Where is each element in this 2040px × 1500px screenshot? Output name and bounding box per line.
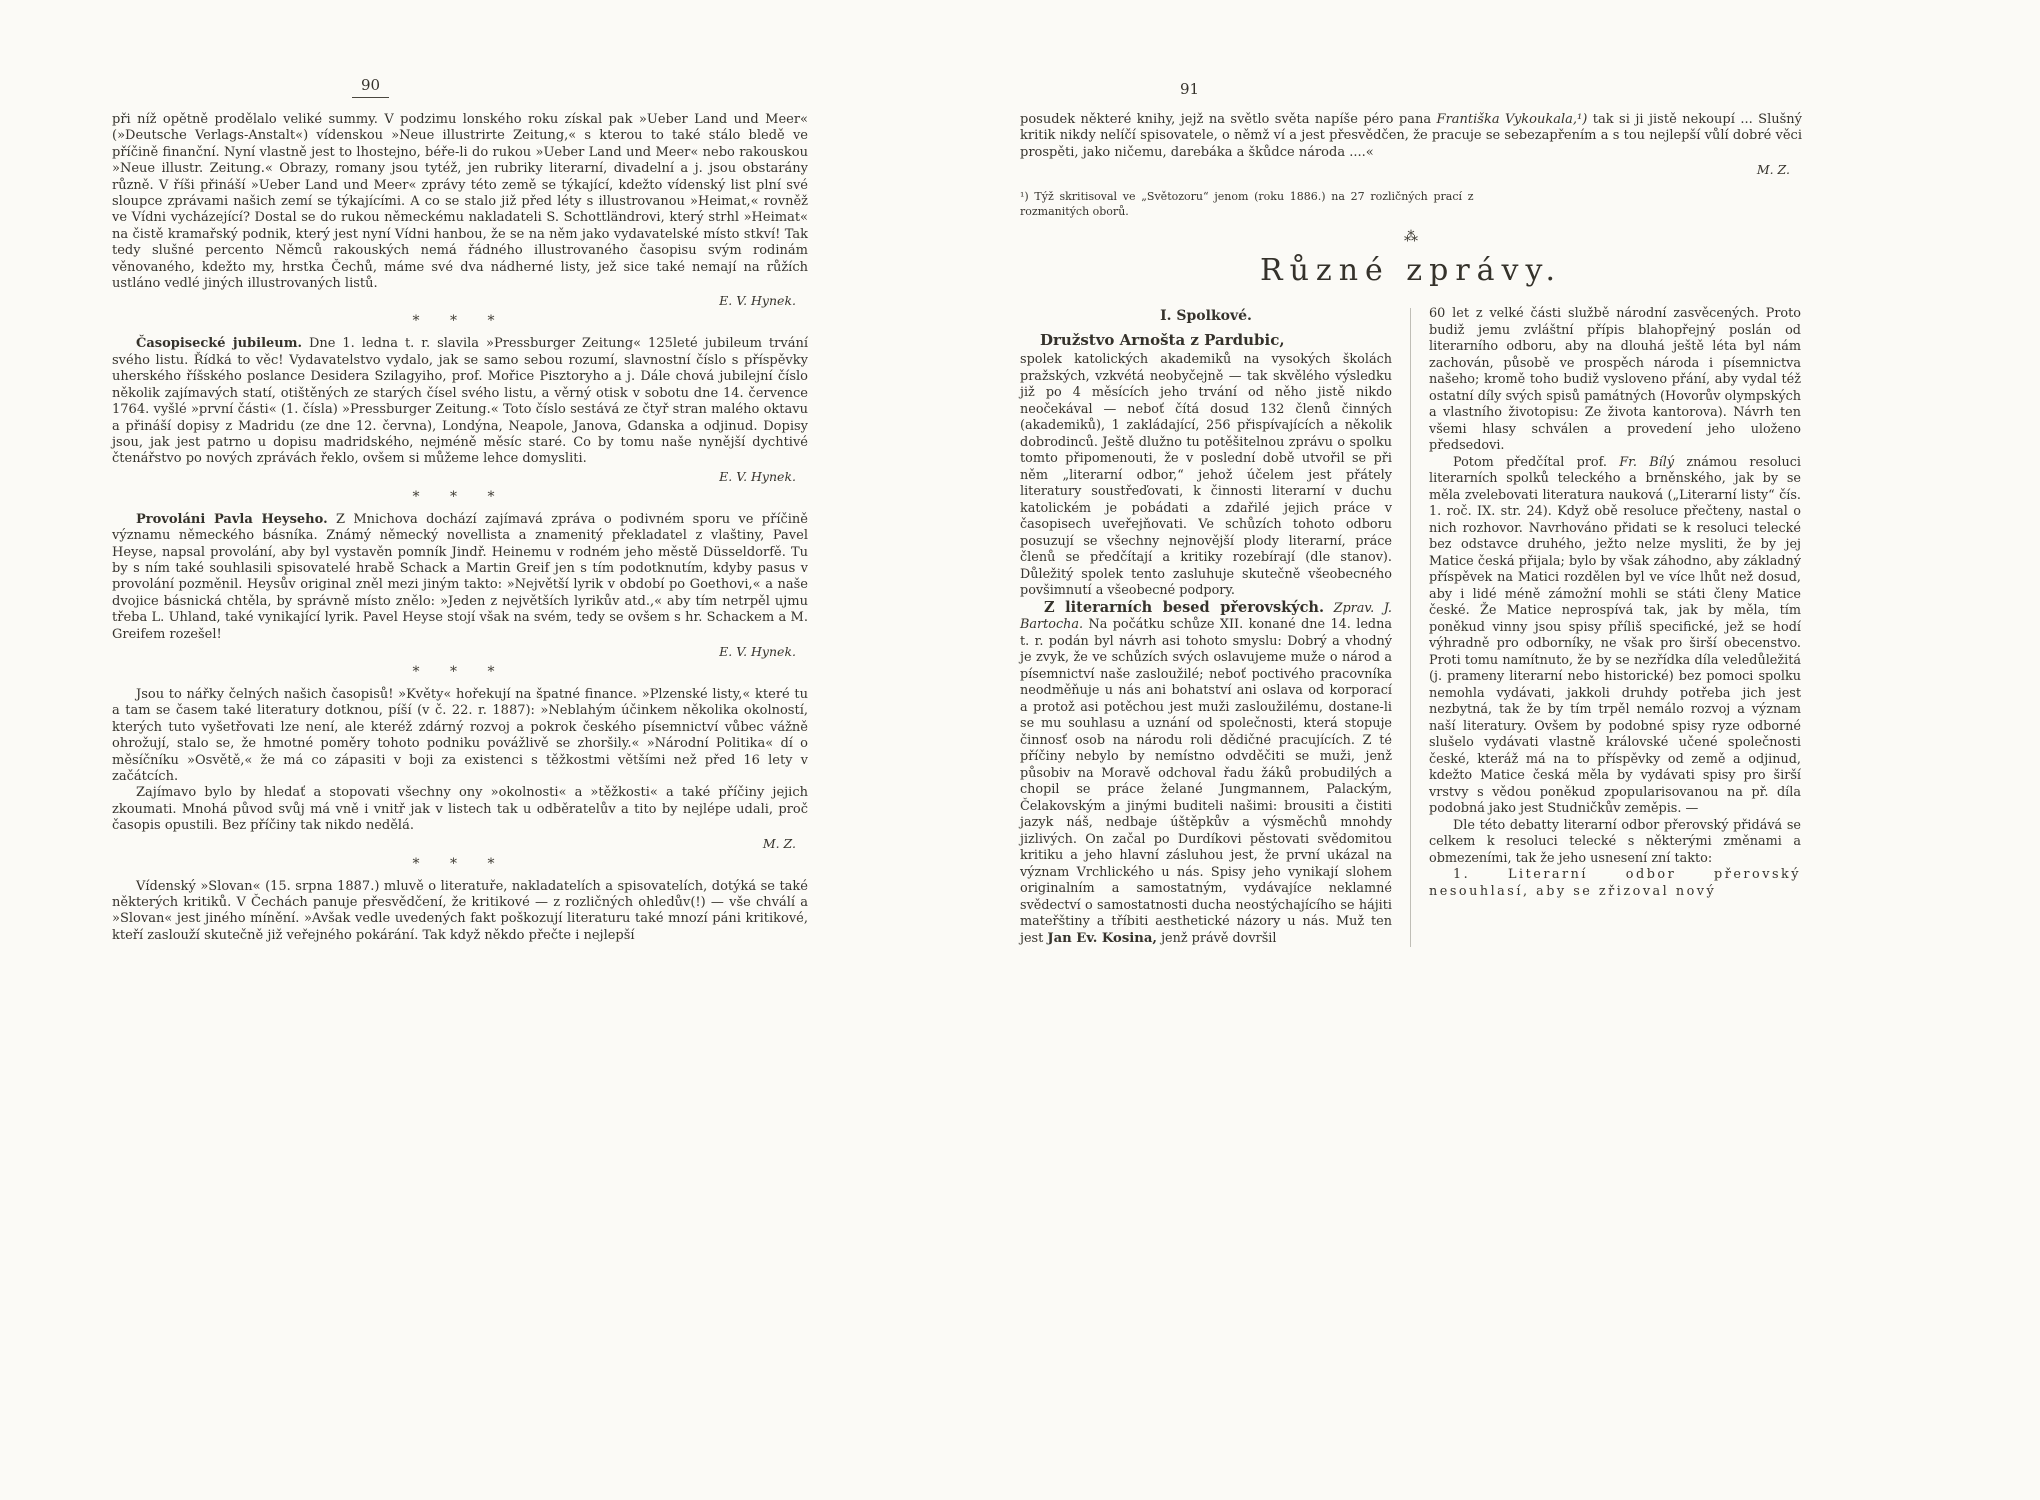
separator-asterisks: * * * — [412, 855, 508, 872]
page-number-left-text: 90 — [352, 76, 389, 98]
column-rule — [1410, 308, 1411, 947]
ornament: ⁂ — [1404, 229, 1418, 246]
article-casopisy-finance: Jsou to nářky čelných našich časopisů! »Květy« hořekují na špatné finance. »Plzenské listy,« které tu a tam se časem také literatury dotknou, píší (v č. 22. r. 1887): »Neblahým účinkem několika okolností, kterých tuto vyšetřovati lze není, ale kteréž zdárný rozvoj a pokrok českého písemnictví vůbec vážně ohrožují, stalo se, že hmotné poměry tohoto podniku povážlivě se zhoršily.« »Národní Politika« dí o měsíčníku »Osvětě,« že má co zápasiti v boji za existenci s těžkostmi většími než před 16 lety v začátcích. — [112, 686, 808, 784]
article-provolani-heyseho — [112, 512, 808, 643]
article-text: spolek katolických akademiků na vysokých školách pražských, vzkvétá neobyčejně — tak skvělého výsledku již po 4 měsících jeho trvání od něho jistě nikdo neočekával — neboť čítá dosud 132 členů činných (akademiků), 1 zakládající, 256 přispívajících a několik dobrodinců. Ještě dlužno tu potěšitelnou zprávu o spolku tomto připomenouti, že v poslední době utvořil se při něm „literarní odbor,“ jehož účelem jest přátely literatury soustřeďovati, k činnosti literarní v duchu katolickém je pobádati a zdařilé jejich práce v časopisech uveřejňovati. Ve schůzích tohoto odboru posuzují se všechny nejnovější plody literarní, práce členů se předčítají a kritiky rozebírají (dle stanov). Důležitý spolek tento zasluhuje skutečně všeobecného povšimnutí a všeobecné podpory. — [1020, 352, 1392, 599]
intro-text-b: tak si ji jistě nekoupí ... Slušný kritik nikdy nelíčí spisovatele, o němž ví a jest přesvědčen, že pracuje se sebezapřením a s tou nejlepší vůlí dobré věci prospěti, jako ničemu, darebáka a škůdce národa ....« — [1020, 112, 1802, 160]
article-vidensky-slovan: Vídenský »Slovan« (15. srpna 1887.) mluvě o literatuře, nakladatelích a spisovatelích, dotýká se také některých kritiků. V Čechách panuje přesvědčení, že kritikové — z rozličných ohledův(!) — vše chválí a »Slovan« jest jiného mínění. »Avšak vedle uvedených fakt poškozují literaturu také mnozí páni kritikové, kteří zaslouží skutečně již veřejného pokárání. Tak když někdo přečte i nejlepší — [112, 878, 808, 943]
article-title: Provoláni Pavla Heyseho. — [136, 511, 328, 527]
column-left — [1020, 306, 1392, 947]
column-paragraph-kosina-jubileum: 60 let z velké části službě národní zasvěcených. Proto budiž jemu zvláštní přípis blahopřejný poslán od literarního odboru, aby na dlouhá ještě léta byl nám zachován, působě ve prospěch národa i písemnictva našeho; kromě toho budiž vysloveno přání, aby vydal též ostatní díly svých spisů památných (Hovorův olympských a vlastního životopisu: Ze života kantorova). Návrh ten všemi hlasy schválen a provedení jeho uloženo předsedovi. — [1429, 306, 1801, 454]
signature: E. V. Hynek. — [719, 643, 796, 659]
signature: M. Z. — [1756, 162, 1790, 178]
article-title: Časopisecké jubileum. — [136, 336, 303, 352]
article-besedy-prerovske — [1020, 600, 1392, 948]
paragraph-text-continued: známou resoluci literarních spolků teleckého a brněnského, jak by se měla zvelebovati literatura nauková („Literarní listy“ čís. 1. roč. IX. str. 24). Když obě resoluce přečteny, nastal o nich rozhovor. Navrhováno přidati se k resoluci telecké bez odstavce druhého, ježto nelze mysliti, že by jej Matice česká přijala; bylo by však záhodno, aby základný příspěvek na Matici rozdělen byl ve více lhůt než dosud, aby i lidé méně zámožní mohli se státi členy Matice české. Že Matice neprospívá tak, jak by měla, tím poněkud vinny jsou spisy příliš specifické, jež se hodí výhradně pro odborníky, ne však pro širší obecenstvo. Proti tomu namítnuto, že by se nezřídka díla veledůležitá (j. prameny literarní nebo historické) bez pomoci spolku nemohla vydávati, jakkoli druhdy potřeba jich jest nezbytná, tak že by tím trpěl nemálo rozvoj a význam naší literatury. Ovšem by podobné spisy ryze odborné slušelo vydávati vlastně královské učené společnosti české, kteráž má na to příspěvky od země a odjinud, kdežto Matice česká měla by vydávati spisy pro širší vrstvy s vědou poněkud zpopularisovanou na př. díla podobná jako jest Studničkův zeměpis. — — [1429, 454, 1801, 817]
intro-text-a: posudek některé knihy, jejž na světlo světa napíše péro pana — [1020, 112, 1432, 127]
page-91 — [1020, 112, 1802, 947]
paragraph-text: Potom předčítal prof. — [1453, 454, 1607, 470]
article-text: Z Mnichova dochází zajímavá zpráva o podivném sporu ve příčině významu německého básníka. Známý německý novellista a znamenitý překladatel z vlaštiny, Pavel Heyse, napsal provolání, aby byl vystavěn pomník Jindř. Heinemu v rodném jeho městě Düsseldorfě. Tu by s ním také souhlasili spisovatelé hrabě Schack a Martin Greif jen s tím podotknutím, kdyby pasus v provolání pozměnil. Heysův original zněl mezi jiným takto: »Největší lyrik v období po Goethovi,« a naše dvojice básnická chtěla, by správně místo znělo: »Jeden z největších lyrikův atd.,« aby tím netrpěl ujmu třeba L. Uhland, také vynikající lyrik. Pavel Heyse stojí však na svém, tedy se ovšem s hr. Schackem a M. Greifem rozešel! — [112, 511, 808, 642]
separator-asterisks: * * * — [412, 313, 508, 330]
article-casopisecke-jubileum — [112, 336, 808, 467]
article-druzstvo-arnosta — [1020, 331, 1392, 600]
article-casopisy-finance-pokracovani: Zajímavo bylo by hledať a stopovati všechny ony »okolnosti« a »těžkosti« a také příčiny jejich zkoumati. Mnohá původ svůj má vně i vnitř jak v listech tak u odběratelův a tito by nejlépe udali, proč časopis opustili. Bez příčiny tak nikdo nedělá. — [112, 785, 808, 834]
column-paragraph-resoluce — [1429, 455, 1801, 818]
article-title: Družstvo Arnošta z Pardubic, — [1040, 331, 1285, 350]
two-column-layout — [1020, 306, 1802, 947]
article-ueber-land-und-meer: při níž opětně prodělalo veliké summy. V podzimu lonského roku získal pak »Ueber Land und Meer« (»Deutsche Verlags-Anstalt«) vídenskou »Neue illustrirte Zeitung,« s kterou to také stálo bledě ve příčině finanční. Nyní vlastně jest to lhostejno, béře-li do rukou »Ueber Land und Meer« nebo rakouskou »Neue illustr. Zeitung.« Obrazy, romany jsou tytéž, jen rubriky literarní, divadelní a j. jsou obstarány různě. V říši přináší »Ueber Land und Meer« zprávy této země se týkající, kdežto vídenský list plní své sloupce zprávami našich zemí se týkajícími. A co se stalo již před léty s illustrovanou »Heimat,« rovněž ve Vídni vycházející? Dostal se do rukou německému nakladateli S. Schottländrovi, který strhl »Heimat« na čistě kramařský podnik, který jest nyní Vídni hanbou, že se na něm jako vydavatelské místo stkví! Tak tedy slušné percento Němců rakouských nemá řádného illustrovaného časopisu svým rodinám věnovaného, kdežto my, hrstka Čechů, máme své dva nádherné listy, jež sice také nemají na růžích ustláno vedlé jiných illustrovaných listů. — [112, 112, 808, 292]
reporter-credit: Zprav. J. Bartocha. — [1020, 600, 1392, 633]
column-paragraph-usneseni: 1. Literarní odbor přerovský nesouhlasí, aby se zřizoval nový — [1429, 867, 1801, 899]
article-text: Dne 1. ledna t. r. slavila »Pressburger Zeitung« 125leté jubileum trvání svého listu. Řídká to věc! Vydavatelstvo vydalo, jak se samo sebou rozumí, slavnostní číslo s příspěvky uherského říšského poslance Desidera Szilagyiho, prof. Mořice Pisztoryho a j. Dále chová jubilejní číslo několik zajímavých statí, otištěných ze starých čísel svého listu, a věrný otisk v sobotu dne 14. července 1764. vyšlé »první části« (1. čísla) »Pressburger Zeitung.« Toto číslo sestává ze čtyř stran malého oktavu a přináší dopisy z Madridu (ze dne 12. června), Londýna, Neapole, Janova, Gdanska a odjinud. Dopisy jsou, jak jest patrno u dopisu madridského, nejméně měsíc staré. Co by tomu naše nynější dychtivé čtenářstvo po nových zprávách řeklo, ovšem si můžeme lehce domysliti. — [112, 336, 808, 467]
separator-asterisks: * * * — [412, 663, 508, 680]
section-heading-spolkove: I. Spolkové. — [1160, 308, 1252, 325]
signature: E. V. Hynek. — [719, 293, 796, 309]
page-number-right — [1180, 80, 1199, 98]
column-right — [1429, 306, 1801, 947]
article-text: Na počátku schůze XII. konané dne 14. ledna t. r. podán byl návrh asi tohoto smyslu: Dobrý a vhodný je zvyk, že ve schůzích svých oslavujeme muže o národ a písemnictví naše zasloužilé; neboť poctivého pracovníka neodměňuje u nás ani bohatství ani oslava od korporací a protož asi potěchou jest muži zasloužilému, dostane-li se mu souhlasu a uznání od společnosti, která stopuje činnosť osob na národu roli dědičné pracujících. Z té příčiny nebylo by nemístno odvděčiti se muži, jenž působiv na Moravě odchoval řadu žáků probudilých a chopil se práce želané Jungmannem, Palackým, Čelakovským a jinými buditeli našimi: brousiti a čistiti jazyk náš, nedbaje úštěpkův a výsměchů mnohdy jizlivých. On začal po Durdíkovi pěstovati svědomitou kritiku a jeho hlavní zásluhou jest, že první ukázal na význam Vrchlického u nás. Spisy jeho vynikají slohem originalním a samostatným, vydávajíce neklamné svědectví o samostatnosti ducha neostýchajícího se hájiti mateřštiny a tříbiti aesthetické názory u nás. Muž ten jest — [1020, 617, 1392, 946]
separator-asterisks: * * * — [412, 488, 508, 505]
article-text-continued: jenž právě dovršil — [1161, 930, 1277, 946]
signature: M. Z. — [762, 835, 796, 851]
person-name-kosina: Jan Ev. Kosina, — [1047, 930, 1158, 946]
author-name-vykoukal: Františka Vykoukala,¹) — [1436, 112, 1588, 127]
page-number-right-text: 91 — [1180, 80, 1200, 98]
page-90 — [112, 112, 808, 944]
heading-ruzne-zpravy: Různé zprávy. — [1259, 253, 1562, 289]
person-name-bily: Fr. Bílý — [1619, 454, 1675, 470]
article-title: Z literarních besed přerovských. — [1044, 598, 1324, 616]
intro-paragraph — [1020, 112, 1802, 161]
page-number-left — [352, 76, 389, 98]
footnote: ¹) Týž skritisoval ve „Světozoru“ jenom (roku 1886.) na 27 rozličných prací z rozmanitých oborů. — [1020, 190, 1474, 218]
column-paragraph-debatta: Dle této debatty literarní odbor přerovský přidává se celkem k resoluci telecké s některými změnami a obmezeními, tak že jeho usnesení zní takto: — [1429, 817, 1801, 866]
signature: E. V. Hynek. — [719, 468, 796, 484]
